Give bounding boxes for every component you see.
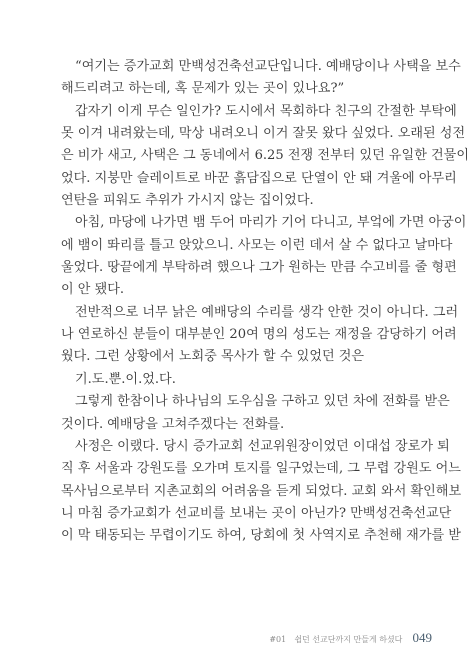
text-line: 못 이겨 내려왔는데, 막상 내려오니 이거 잘못 왔다 싶었다. 오래된 성전	[61, 126, 466, 142]
text-line: 나 연로하신 분들이 대부분인 20여 명의 성도는 재정을 감당하기 어려	[61, 327, 457, 343]
text-line: 직 후 서울과 강원도를 오가며 토지를 일구었는데, 그 무렵 강원도 어느	[61, 461, 461, 477]
text-line: 울었다. 땅끝에게 부탁하려 했으나 그가 원하는 만큼 수고비를 줄 형편	[61, 260, 457, 276]
text-line: “여기는 증가교회 만백성건축선교단입니다. 예배당이나 사택을 보수	[75, 59, 461, 74]
chapter-number: #01	[269, 635, 287, 644]
text-line: 전반적으로 너무 낡은 예배당의 수리를 생각 안한 것이 아니다. 그러	[75, 304, 459, 320]
text-line: 웠다. 그런 상황에서 노회중 목사가 할 수 있었던 것은	[61, 349, 365, 365]
text-line: 었다. 지붕만 슬레이트로 바꾼 흙담집으로 단열이 안 돼 겨울에 아무리	[61, 170, 457, 186]
text-line: 니 마침 증가교회가 선교비를 보내는 곳이 아닌가? 만백성건축선교단	[61, 505, 452, 521]
text-line: 이 막 태동되는 무렵이기도 하여, 당회에 첫 사역지로 추천해 재가를 받	[61, 528, 461, 544]
text-line: 것이다. 예배당을 고쳐주겠다는 전화를.	[61, 416, 285, 432]
page-number: 049	[412, 630, 432, 645]
text-line: 그렇게 한참이나 하나님의 도우심을 구하고 있던 차에 전화를 받은	[75, 394, 450, 410]
text-line: 아침, 마당에 나가면 뱀 두어 마리가 기어 다니고, 부엌에 가면 아궁이	[75, 215, 467, 231]
text-line: 해드리려고 하는데, 혹 문제가 있는 곳이 있나요?”	[61, 81, 345, 97]
text-line: 이 안 됐다.	[61, 282, 125, 298]
text-line: 사정은 이랬다. 당시 증가교회 선교위원장이었던 이대섭 장로가 퇴	[75, 438, 450, 454]
text-line: 갑자기 이게 무슨 일인가? 도시에서 목회하다 친구의 간절한 부탁에	[75, 103, 457, 119]
text-line: 목사님으로부터 지촌교회의 어려움을 듣게 되었다. 교회 와서 확인해보	[61, 483, 462, 499]
page-footer	[0, 627, 432, 646]
text-line: 연탄을 피워도 추위가 가시지 않는 집이었다.	[61, 193, 314, 209]
body-text	[61, 56, 469, 548]
text-line: 은 비가 새고, 사택은 그 동네에서 6.25 전쟁 전부터 있던 유일한 건물이	[61, 148, 469, 164]
text-line: 기.도.뿐.이.었.다.	[75, 371, 176, 387]
chapter-title: 쉽던 선교단까지 만들게 하셨다	[294, 635, 403, 644]
text-line: 에 뱀이 똬리를 틀고 앉았으니. 사모는 이런 데서 살 수 없다고 날마다	[61, 237, 453, 253]
